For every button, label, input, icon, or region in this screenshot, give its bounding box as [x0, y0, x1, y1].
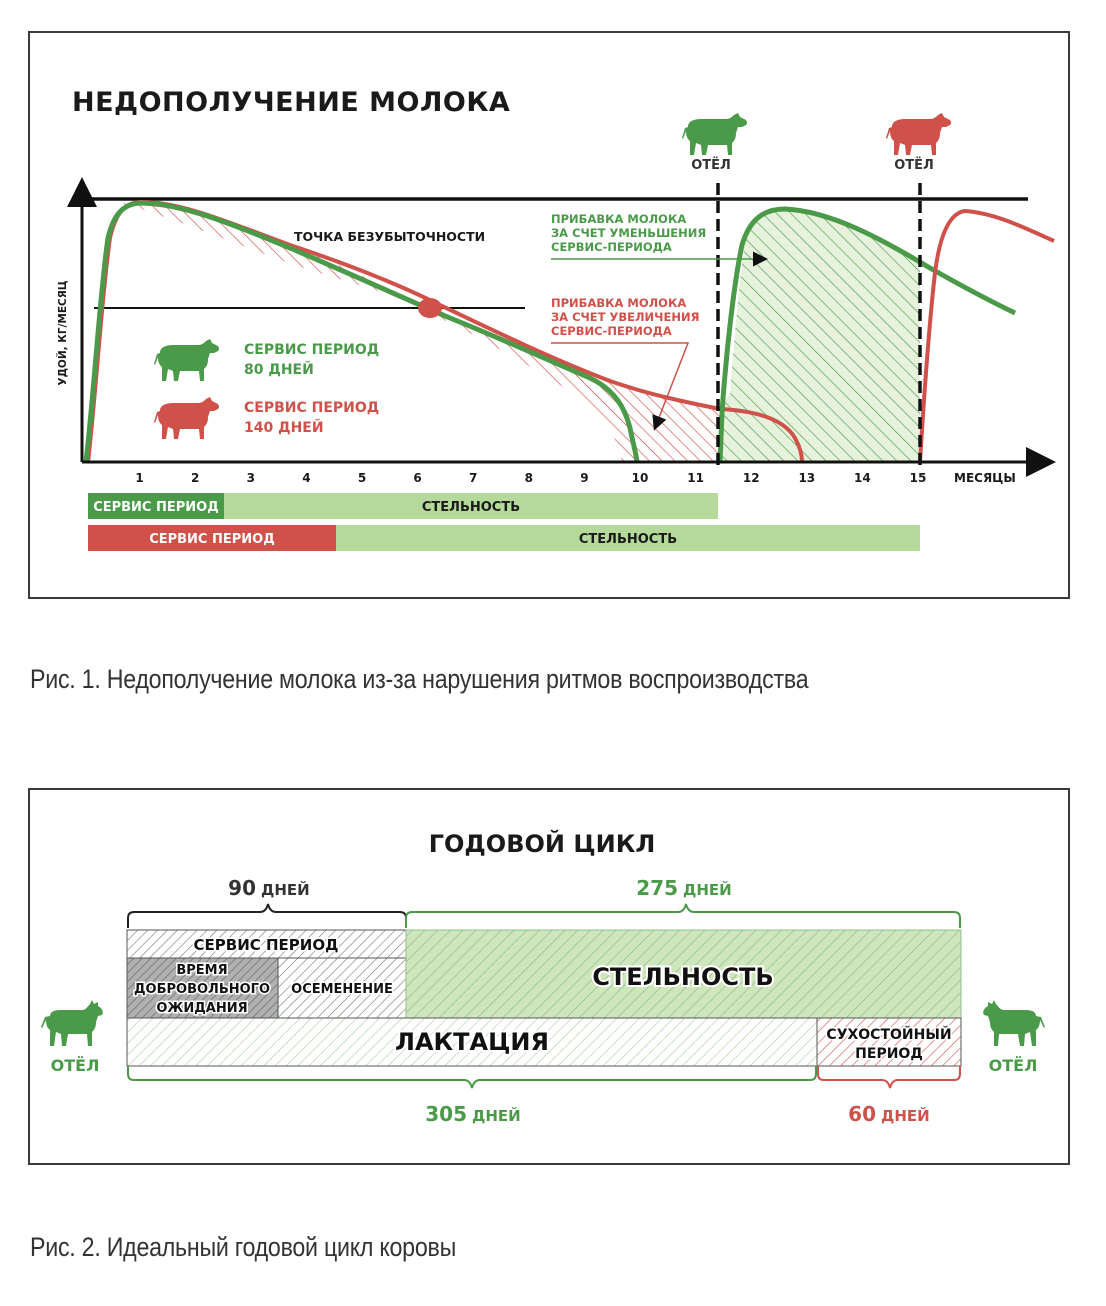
- figure-milk-loss: [28, 31, 1070, 599]
- x-tick-label: 11: [687, 471, 704, 485]
- x-tick-label: 8: [524, 471, 533, 485]
- x-tick-label: 2: [191, 471, 200, 485]
- breakeven-point: [418, 298, 442, 318]
- calf-icon-left: [41, 1000, 103, 1046]
- days-90-unit: ДНЕЙ: [261, 881, 310, 899]
- pregnancy-label: СТЕЛЬНОСТЬ: [592, 963, 774, 991]
- x-axis-label: МЕСЯЦЫ: [954, 471, 1016, 485]
- days-275-unit: ДНЕЙ: [683, 881, 732, 899]
- annotation-green: [551, 212, 765, 259]
- svg-text:СЕРВИС-ПЕРИОДА: СЕРВИС-ПЕРИОДА: [551, 324, 672, 338]
- lactation-label: ЛАКТАЦИЯ: [395, 1028, 549, 1056]
- figure2-caption: Рис. 2. Идеальный годовой цикл коровы: [30, 1232, 457, 1262]
- milk-loss-chart: [30, 33, 1072, 601]
- x-tick-label: 10: [631, 471, 649, 485]
- brace-275-days: [406, 904, 960, 928]
- legend-red-line1: СЕРВИС ПЕРИОД: [244, 400, 380, 416]
- calving-label-green: ОТЁЛ: [691, 158, 731, 173]
- x-tick-label: 4: [302, 471, 311, 485]
- cow-icon-red-calving: [886, 113, 951, 155]
- legend-red-line2: 140 ДНЕЙ: [244, 420, 324, 436]
- x-tick-label: 6: [413, 471, 422, 485]
- days-60-unit: ДНЕЙ: [881, 1107, 930, 1125]
- figure1-caption: Рис. 1. Недополучение молока из-за нарушения ритмов воспроизводства: [30, 664, 809, 694]
- figure-annual-cycle: [28, 788, 1070, 1165]
- brace-60-days: [818, 1066, 960, 1088]
- svg-text:ЗА СЧЕТ УВЕЛИЧЕНИЯ: ЗА СЧЕТ УВЕЛИЧЕНИЯ: [551, 310, 700, 324]
- x-tick-label: 5: [357, 471, 367, 485]
- x-tick-label: 14: [854, 471, 871, 485]
- x-tick-label: 15: [909, 471, 927, 485]
- service-period-label: СЕРВИС ПЕРИОД: [193, 936, 339, 954]
- calf-icon-right: [983, 1000, 1045, 1046]
- x-tick-label: 7: [469, 471, 478, 485]
- brace-90-days: [128, 904, 406, 928]
- red-second-lactation-curve: [920, 211, 1054, 462]
- svg-text:ПЕРИОД: ПЕРИОД: [855, 1046, 923, 1062]
- bar-red-pregnancy-label: СТЕЛЬНОСТЬ: [578, 532, 678, 547]
- svg-text:ПРИБАВКА МОЛОКА: ПРИБАВКА МОЛОКА: [551, 212, 687, 226]
- x-tick-label: 1: [135, 471, 144, 485]
- svg-text:ПРИБАВКА МОЛОКА: ПРИБАВКА МОЛОКА: [551, 296, 687, 310]
- legend-green-line1: СЕРВИС ПЕРИОД: [244, 342, 380, 358]
- svg-text:СУХОСТОЙНЫЙ: СУХОСТОЙНЫЙ: [826, 1027, 952, 1043]
- calving-label-right: ОТЁЛ: [988, 1056, 1038, 1075]
- brace-305-days: [128, 1066, 816, 1088]
- breakeven-label: ТОЧКА БЕЗУБЫТОЧНОСТИ: [294, 229, 486, 244]
- days-90-number: 90: [228, 876, 256, 900]
- x-tick-label: 12: [742, 471, 760, 485]
- x-tick-label: 3: [246, 471, 255, 485]
- svg-text:ЗА СЧЕТ УМЕНЬШЕНИЯ: ЗА СЧЕТ УМЕНЬШЕНИЯ: [551, 226, 707, 240]
- x-axis-ticks: [135, 471, 926, 485]
- days-305-number: 305: [425, 1102, 467, 1126]
- bar-green-service-label: СЕРВИС ПЕРИОД: [93, 500, 219, 515]
- svg-text:ОЖИДАНИЯ: ОЖИДАНИЯ: [156, 1001, 248, 1016]
- days-60-number: 60: [848, 1102, 876, 1126]
- y-axis-label: УДОЙ, КГ/МЕСЯЦ: [57, 280, 69, 386]
- annual-cycle-diagram: [30, 790, 1072, 1167]
- figure1-title: НЕДОПОЛУЧЕНИЕ МОЛОКА: [72, 87, 511, 118]
- svg-text:ВРЕМЯ: ВРЕМЯ: [176, 963, 228, 978]
- days-275-number: 275: [636, 876, 678, 900]
- days-305-unit: ДНЕЙ: [472, 1107, 521, 1125]
- x-tick-label: 9: [580, 471, 589, 485]
- insemination-label: ОСЕМЕНЕНИЕ: [291, 982, 393, 997]
- bar-green-pregnancy-label: СТЕЛЬНОСТЬ: [421, 500, 521, 515]
- calving-label-left: ОТЁЛ: [50, 1056, 100, 1075]
- svg-text:ДОБРОВОЛЬНОГО: ДОБРОВОЛЬНОГО: [133, 982, 271, 997]
- figure2-title: ГОДОВОЙ ЦИКЛ: [428, 830, 656, 858]
- bar-red-service-label: СЕРВИС ПЕРИОД: [149, 532, 275, 547]
- legend-green-line2: 80 ДНЕЙ: [244, 362, 314, 378]
- x-tick-label: 13: [798, 471, 816, 485]
- cow-icon-red-legend: [154, 397, 219, 439]
- svg-text:СЕРВИС-ПЕРИОДА: СЕРВИС-ПЕРИОДА: [551, 240, 672, 254]
- calving-label-red: ОТЁЛ: [894, 158, 934, 173]
- cow-icon-green-calving: [682, 113, 747, 155]
- cow-icon-green-legend: [154, 339, 219, 381]
